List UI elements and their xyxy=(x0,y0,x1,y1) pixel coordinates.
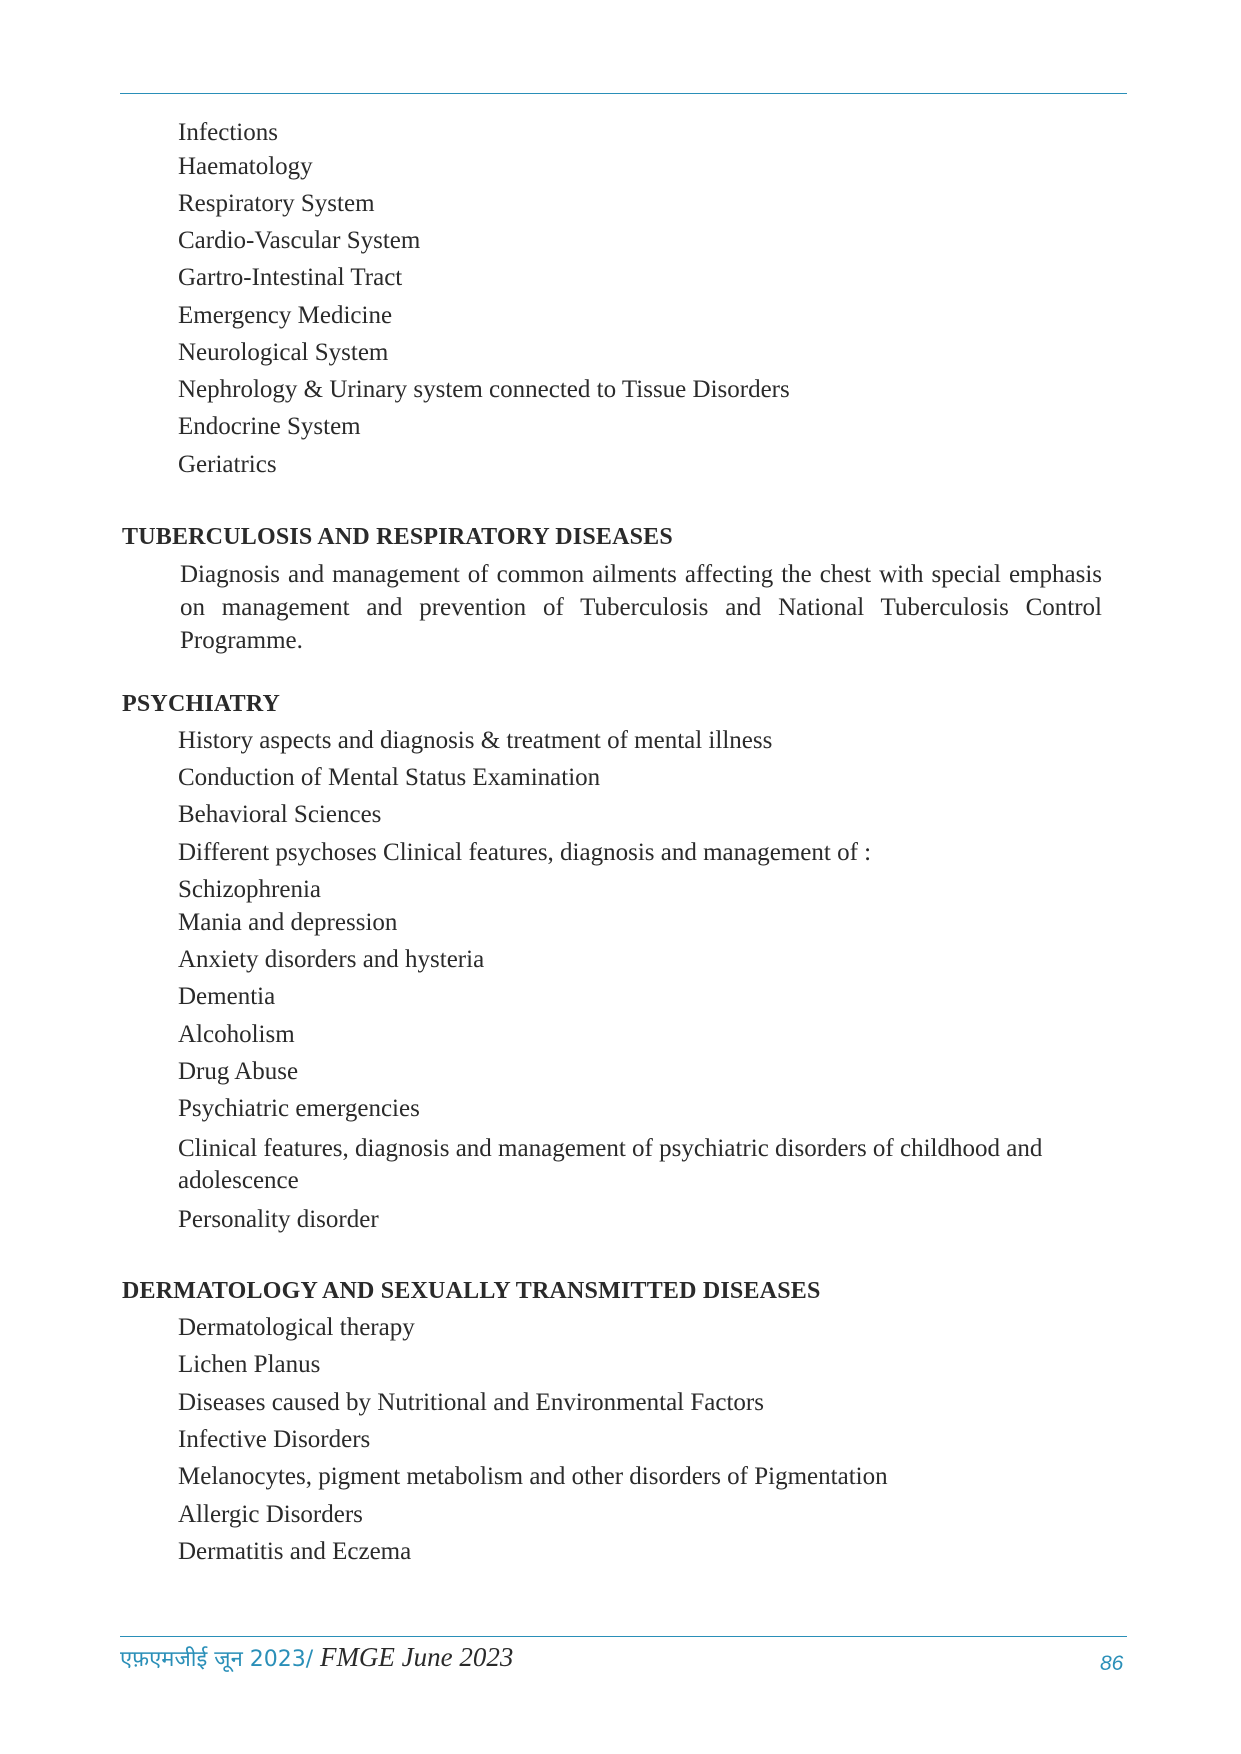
list-item: Emergency Medicine xyxy=(178,302,393,329)
list-item: Mania and depression xyxy=(178,909,398,936)
header-rule xyxy=(120,93,1127,94)
list-item: Dementia xyxy=(178,983,276,1010)
section-heading-tuberculosis: TUBERCULOSIS AND RESPIRATORY DISEASES xyxy=(122,524,673,550)
list-item: History aspects and diagnosis & treatment of mental illness xyxy=(178,727,773,754)
list-item: Infections xyxy=(178,119,278,146)
list-item: Gartro-Intestinal Tract xyxy=(178,264,403,291)
list-item: Nephrology & Urinary system connected to Tissue Disorders xyxy=(178,376,790,403)
section-heading-psychiatry: PSYCHIATRY xyxy=(122,691,281,717)
list-item: Endocrine System xyxy=(178,413,361,440)
list-item: Melanocytes, pigment metabolism and other disorders of Pigmentation xyxy=(178,1463,888,1490)
list-item: Infective Disorders xyxy=(178,1426,371,1453)
list-item: Allergic Disorders xyxy=(178,1501,363,1528)
footer-hindi-title: एफ़एमजीई जून 2023/ xyxy=(120,1647,314,1672)
list-item: Different psychoses Clinical features, diagnosis and management of : xyxy=(178,839,872,866)
list-item: Clinical features, diagnosis and management of psychiatric disorders of childhood and adolescence xyxy=(178,1135,1043,1194)
list-item: Behavioral Sciences xyxy=(178,801,382,828)
list-item: Respiratory System xyxy=(178,190,375,217)
list-item: Anxiety disorders and hysteria xyxy=(178,946,485,973)
section-heading-dermatology: DERMATOLOGY AND SEXUALLY TRANSMITTED DISEASES xyxy=(122,1278,821,1304)
footer-rule xyxy=(120,1636,1127,1637)
list-item: Haematology xyxy=(178,153,313,180)
list-item: Diseases caused by Nutritional and Environmental Factors xyxy=(178,1389,764,1416)
list-item: Psychiatric emergencies xyxy=(178,1095,420,1122)
list-item: Dermatitis and Eczema xyxy=(178,1538,412,1565)
list-item: Personality disorder xyxy=(178,1206,379,1233)
list-item: Alcoholism xyxy=(178,1021,295,1048)
page-number: 86 xyxy=(1100,1652,1124,1675)
list-item: Dermatological therapy xyxy=(178,1314,415,1341)
list-item: Cardio-Vascular System xyxy=(178,227,421,254)
footer-title xyxy=(120,1640,513,1677)
list-item: Schizophrenia xyxy=(178,876,322,903)
list-item: Lichen Planus xyxy=(178,1351,321,1378)
list-item: Conduction of Mental Status Examination xyxy=(178,764,601,791)
list-item: Drug Abuse xyxy=(178,1058,299,1085)
list-item: Geriatrics xyxy=(178,451,277,478)
list-item: Neurological System xyxy=(178,339,389,366)
footer-english-title: FMGE June 2023 xyxy=(313,1642,514,1672)
tuberculosis-description: Diagnosis and management of common ailments affecting the chest with special emphasis on management and prevention of Tuberculosis and National Tuberculosis Control Programme. xyxy=(180,561,1102,654)
